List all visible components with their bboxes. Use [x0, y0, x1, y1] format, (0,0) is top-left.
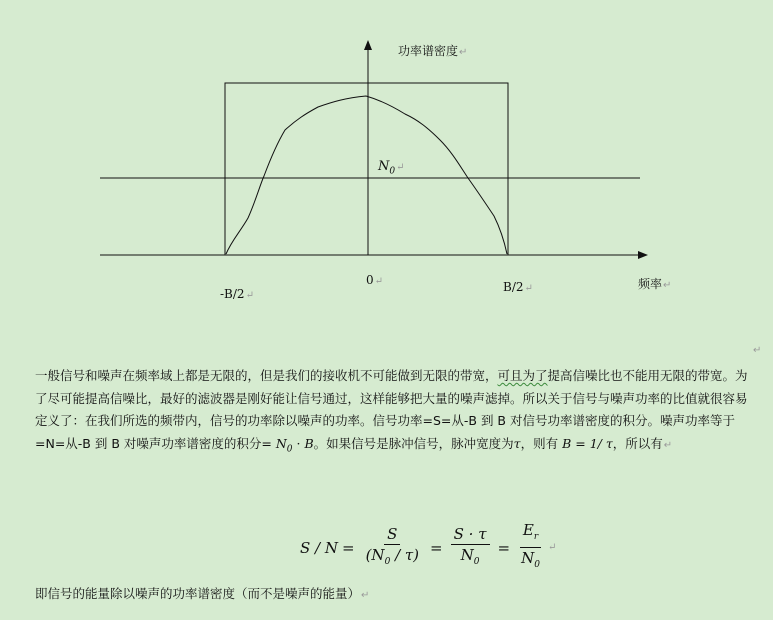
- y-axis-label: 功率谱密度↵: [398, 44, 468, 58]
- left-band-edge-label: -B/2↵: [220, 287, 254, 301]
- y-axis-arrow: [364, 40, 372, 50]
- fraction-2: $\frac{S \cdot \tau}{N_0}$: [451, 524, 490, 572]
- fraction-1: $\frac{S}{(N_0 / \tau)}$: [365, 524, 420, 567]
- body-paragraph: 一般信号和噪声在频率域上都是无限的，但是我们的接收机不可能做到无限的带宽，可且为了提高信噪比也不能用无限的带宽。为了尽可能提高信噪比，最好的滤波器是刚好能让信号通过，这样能够把大量的噪声滤掉。所以关于信号与噪声功率的比值就很容易定义了：在我们所选的频带内，信号的功率除以噪声的功率。信号功率=S=从-B 到 B 对信号功率谱密度的积分。噪声功率等于=N=从-B 到 B 对噪声功率谱密度的积分= $N_0 \cdot B$。如果信号是脉冲信号，脉冲宽度为τ，则有 B = 1/ τ，所以有↵: [35, 368, 748, 454]
- math-noise-bandwidth: $N_0 \cdot B$: [275, 435, 314, 454]
- noise-level-label: $N_0↵$: [378, 159, 405, 177]
- paragraph-return-mark: ↵: [753, 345, 762, 356]
- bandwidth-rectangle: [225, 83, 508, 255]
- x-axis-label: 频率↵: [638, 277, 672, 291]
- math-bandwidth-relation: B = 1/ τ: [562, 435, 613, 451]
- origin-label: 0↵: [366, 273, 384, 287]
- spellcheck-underlined-text: 可且为了: [497, 368, 548, 383]
- math-tau: τ: [513, 435, 521, 451]
- fraction-3: $\frac{E_r}{N_0}$: [521, 521, 540, 570]
- conclusion-text: 即信号的能量除以噪声的功率谱密度（而不是噪声的能量）↵: [35, 586, 370, 601]
- signal-spectrum-curve: [226, 96, 507, 254]
- snr-formula: S / N = $\frac{S}{(N_0 / \tau)}$ = $\frac{S \cdot \tau}{N_0}$ = $\frac{E_r}{N_0}$ ↵: [300, 520, 556, 575]
- x-axis-arrow: [638, 251, 648, 259]
- right-band-edge-label: B/2↵: [503, 280, 533, 294]
